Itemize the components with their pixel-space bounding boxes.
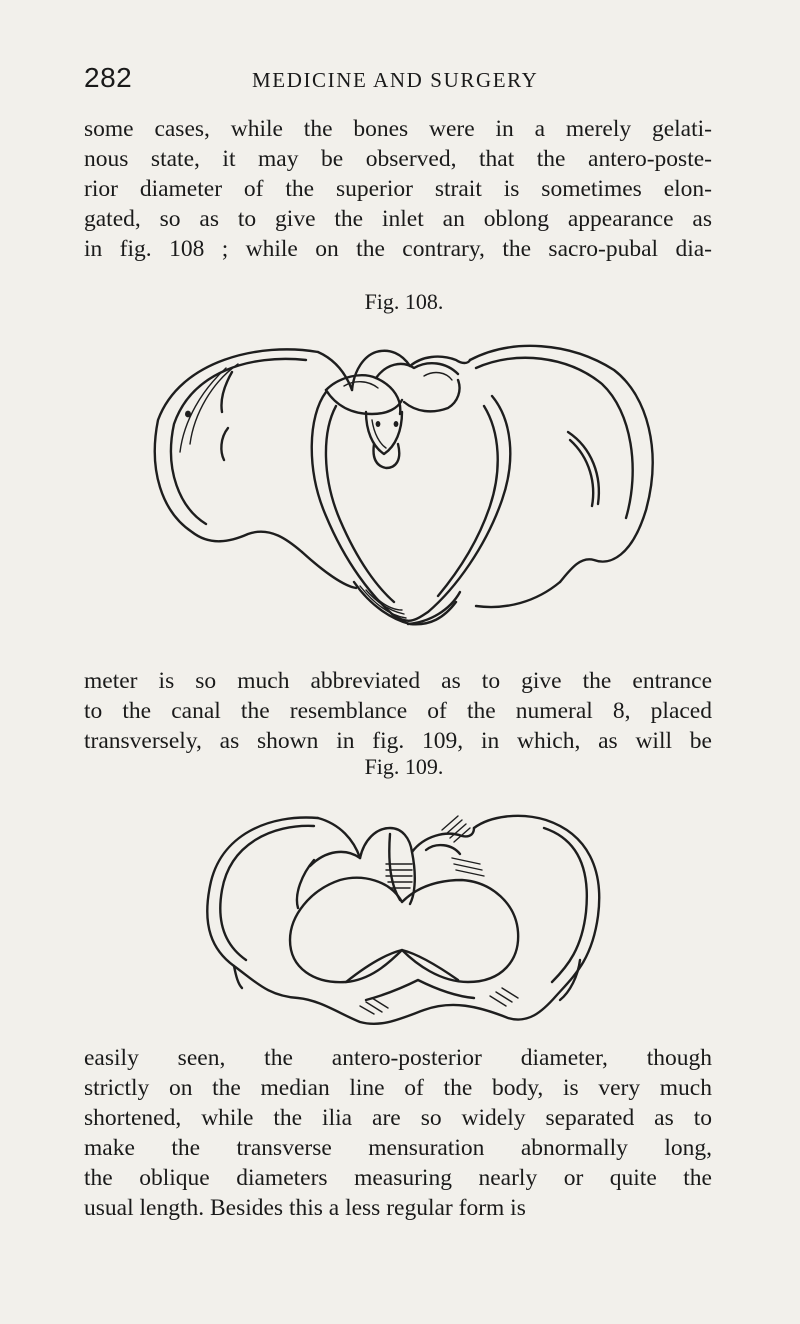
text-line: to the canal the resemblance of the numeral 8, placed xyxy=(84,698,712,724)
text-line: strictly on the median line of the body, is very much xyxy=(84,1075,712,1101)
text-line: in fig. 108 ; while on the contrary, the sacro-pubal dia- xyxy=(84,236,712,262)
text-line: some cases, while the bones were in a merely gelati- xyxy=(84,116,712,142)
text-line: easily seen, the antero-posterior diameter, though xyxy=(84,1045,712,1071)
text-line: shortened, while the ilia are so widely separated as to xyxy=(84,1105,712,1131)
figure-108-pelvis-illustration xyxy=(140,320,660,640)
paragraph-3 xyxy=(84,1043,712,1223)
text-line: usual length. Besides this a less regular form is xyxy=(84,1195,526,1221)
page-number: 282 xyxy=(84,62,133,93)
text-line: meter is so much abbreviated as to give the entrance xyxy=(84,668,712,694)
text-line: rior diameter of the superior strait is sometimes elon- xyxy=(84,176,712,202)
figure-109-pelvis-illustration xyxy=(190,800,620,1030)
figure-108-caption: Fig. 108. xyxy=(364,289,444,314)
text-line: nous state, it may be observed, that the antero-poste- xyxy=(84,146,712,172)
paragraph-1 xyxy=(84,114,712,264)
text-line: the oblique diameters measuring nearly or quite the xyxy=(84,1165,712,1191)
text-line: gated, so as to give the inlet an oblong appearance as xyxy=(84,206,712,232)
page-header xyxy=(84,62,724,94)
text-line: make the transverse mensuration abnormally long, xyxy=(84,1135,712,1161)
paragraph-2 xyxy=(84,666,712,756)
figure-109-caption: Fig. 109. xyxy=(364,754,444,779)
running-head: MEDICINE AND SURGERY xyxy=(252,68,539,92)
text-line: transversely, as shown in fig. 109, in which, as will be xyxy=(84,728,712,754)
